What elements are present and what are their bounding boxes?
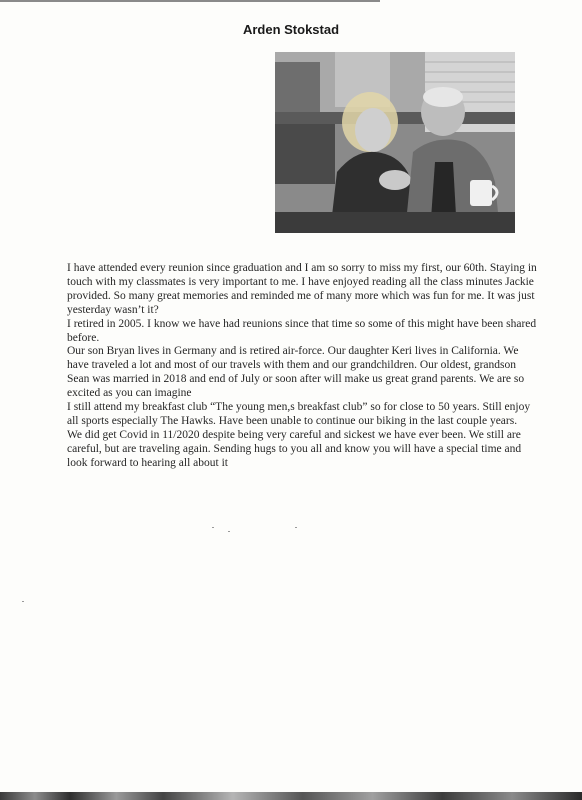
letter-paragraph: We did get Covid in 11/2020 despite being very careful and sickest we have ever been. We still are careful, but are traveling again. Sending hugs to you all and know you will have a special time and look forward to hearing all about it <box>67 428 522 469</box>
scan-speck <box>228 531 230 532</box>
scan-speck <box>212 527 214 528</box>
top-border-rule <box>0 0 380 2</box>
letter-body <box>67 262 537 471</box>
letter-paragraph: Our son Bryan lives in Germany and is retired air-force. Our daughter Keri lives in California. We have traveled a lot and most of our travels with them and our grandchildren. Our oldest, grandson Sean was married in 2018 and end of July or soon after will make us great grand parents. We are so excited as you can imagine <box>67 345 525 400</box>
letter-paragraph: I retired in 2005. I know we have had reunions since that time so some of this might have been shared before. <box>67 317 537 344</box>
scan-speck <box>22 601 24 602</box>
scan-edge-band <box>0 792 582 800</box>
letter-paragraph: I have attended every reunion since graduation and I am so sorry to miss my first, our 60th. Staying in touch with my classmates is very important to me. I have enjoyed reading all the class minutes Jackie provided. So many great memories and reminded me of many more which was fun for me. It was just yesterday wasn’t it? <box>67 262 537 316</box>
couple-photo <box>275 52 515 233</box>
letter-paragraph: I still attend my breakfast club “The young men,s breakfast club” so for close to 50 years. Still enjoy all sports especially The Hawks. Have been unable to continue our biking in the last couple years. <box>67 401 531 427</box>
page-title: Arden Stokstad <box>242 22 340 37</box>
scan-speck <box>295 527 297 528</box>
